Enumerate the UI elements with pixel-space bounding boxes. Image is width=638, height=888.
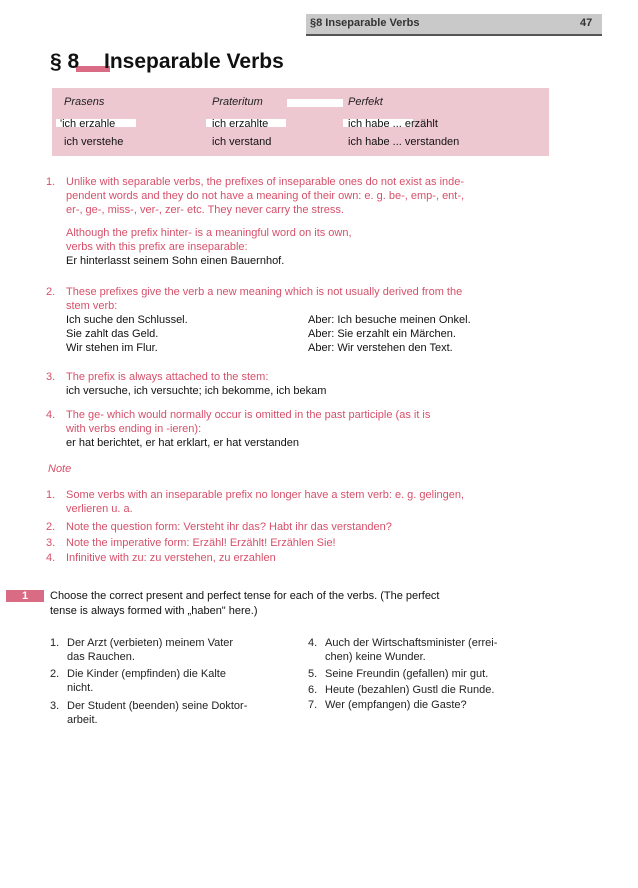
exercise-item bbox=[50, 636, 285, 664]
note-line: verlieren u. a. bbox=[66, 503, 133, 515]
rule-line: stem verb: bbox=[66, 300, 118, 312]
table-cell: ich verstehe bbox=[64, 136, 124, 148]
example-right: Aber: Ich besuche meinen Onkel. bbox=[308, 314, 471, 326]
exercise-number: 1 bbox=[6, 590, 44, 602]
rule-number: 1. bbox=[46, 176, 56, 188]
chapter-title-text: Inseparable Verbs bbox=[104, 50, 284, 73]
rule-number: 4. bbox=[46, 409, 56, 421]
instruction-line: Choose the correct present and perfect tense for each of the verbs. (The perfect bbox=[50, 590, 440, 602]
rule-4 bbox=[46, 408, 546, 450]
note-heading: Note bbox=[48, 463, 72, 475]
table-highlight-bar bbox=[287, 99, 343, 107]
note-line: Note the question form: Versteht ihr das? Habt ihr das verstanden? bbox=[66, 521, 392, 533]
rule-line: verbs with this prefix are inseparable: bbox=[66, 241, 248, 253]
rule-line: The prefix is always attached to the stem: bbox=[66, 371, 269, 383]
note-line: Infinitive with zu: zu verstehen, zu erzahlen bbox=[66, 552, 276, 564]
rule-2 bbox=[46, 285, 546, 355]
rule-line: The ge- which would normally occur is omitted in the past participle (as it is bbox=[66, 409, 431, 421]
item-line: Die Kinder (empfinden) die Kalte bbox=[67, 668, 226, 680]
note-item-3 bbox=[46, 536, 546, 550]
item-line: Seine Freundin (gefallen) mir gut. bbox=[325, 668, 489, 680]
chapter-number: § 8 bbox=[50, 50, 80, 73]
item-line: nicht. bbox=[67, 682, 94, 694]
rule-line: pendent words and they do not have a meaning of their own: e. g. be-, emp-, ent-, bbox=[66, 190, 465, 202]
exercise-item bbox=[308, 698, 543, 712]
rule-line: These prefixes give the verb a new meaning which is not usually derived from the bbox=[66, 286, 463, 298]
rule-line: with verbs ending in -ieren): bbox=[66, 423, 202, 435]
chapter-title bbox=[50, 50, 284, 74]
note-item-1 bbox=[46, 488, 546, 516]
note-number: 4. bbox=[46, 552, 56, 564]
item-line: Der Student (beenden) seine Doktor- bbox=[67, 700, 248, 712]
example-pair bbox=[66, 327, 546, 341]
item-number: 4. bbox=[308, 637, 318, 649]
example-pair bbox=[66, 341, 546, 355]
example-left: Wir stehen im Flur. bbox=[66, 342, 158, 354]
item-line: chen) keine Wunder. bbox=[325, 651, 426, 663]
item-number: 5. bbox=[308, 668, 318, 680]
item-line: Der Arzt (verbieten) meinem Vater bbox=[67, 637, 234, 649]
table-cell: ich habe ... erzählt bbox=[348, 118, 438, 130]
note-number: 2. bbox=[46, 521, 56, 533]
table-header-prasens: Prasens bbox=[64, 96, 105, 108]
exercise-item bbox=[308, 636, 543, 664]
item-line: Auch der Wirtschaftsminister (errei- bbox=[325, 637, 498, 649]
instruction-line: tense is always formed with „haben" here.) bbox=[50, 605, 258, 617]
rule-line: er-, ge-, miss-, ver-, zer- etc. They never carry the stress. bbox=[66, 204, 344, 216]
example-sentence: ich versuche, ich versuchte; ich bekomme, ich bekam bbox=[66, 385, 327, 397]
note-number: 3. bbox=[46, 537, 56, 549]
note-item-2 bbox=[46, 520, 546, 534]
item-number: 6. bbox=[308, 684, 318, 696]
running-header: §8 Inseparable Verbs bbox=[310, 17, 420, 29]
note-line: Some verbs with an inseparable prefix no longer have a stem verb: e. g. gelingen, bbox=[66, 489, 465, 501]
item-line: das Rauchen. bbox=[67, 651, 135, 663]
note-item-4 bbox=[46, 551, 546, 565]
item-line: Heute (bezahlen) Gustl die Runde. bbox=[325, 684, 495, 696]
exercise-instructions bbox=[50, 589, 550, 619]
rule-3 bbox=[46, 370, 546, 398]
table-header-perfekt: Perfekt bbox=[348, 96, 383, 108]
table-cell: ich erzahlte bbox=[212, 118, 269, 130]
page-number: 47 bbox=[580, 17, 593, 29]
item-line: arbeit. bbox=[67, 714, 98, 726]
item-line: Wer (empfangen) die Gaste? bbox=[325, 699, 467, 711]
example-left: Sie zahlt das Geld. bbox=[66, 328, 159, 340]
exercise-item bbox=[308, 667, 543, 681]
note-line: Note the imperative form: Erzähl! Erzählt! Erzählen Sie! bbox=[66, 537, 336, 549]
example-pair bbox=[66, 313, 546, 327]
item-number: 1. bbox=[50, 637, 60, 649]
item-number: 2. bbox=[50, 668, 60, 680]
exercise-item bbox=[50, 667, 285, 695]
example-sentence: Er hinterlasst seinem Sohn einen Bauernhof. bbox=[66, 255, 285, 267]
rule-1 bbox=[46, 175, 546, 268]
item-number: 7. bbox=[308, 699, 318, 711]
rule-number: 2. bbox=[46, 286, 56, 298]
table-cell: ich verstand bbox=[212, 136, 272, 148]
example-left: Ich suche den Schlussel. bbox=[66, 314, 188, 326]
item-number: 3. bbox=[50, 700, 60, 712]
table-header-prateritum: Prateritum bbox=[212, 96, 263, 108]
rule-number: 3. bbox=[46, 371, 56, 383]
exercise-item bbox=[50, 699, 285, 727]
example-right: Aber: Sie erzahlt ein Märchen. bbox=[308, 328, 456, 340]
example-right: Aber: Wir verstehen den Text. bbox=[308, 342, 453, 354]
note-number: 1. bbox=[46, 489, 56, 501]
rule-line: Unlike with separable verbs, the prefixes of inseparable ones do not exist as inde- bbox=[66, 176, 465, 188]
example-sentence: er hat berichtet, er hat erklart, er hat verstanden bbox=[66, 437, 299, 449]
rule-line: Although the prefix hinter- is a meaningful word on its own, bbox=[66, 227, 352, 239]
exercise-item bbox=[308, 683, 543, 697]
table-cell: ich habe ... verstanden bbox=[348, 136, 460, 148]
table-cell: 'ich erzahle bbox=[60, 118, 116, 130]
